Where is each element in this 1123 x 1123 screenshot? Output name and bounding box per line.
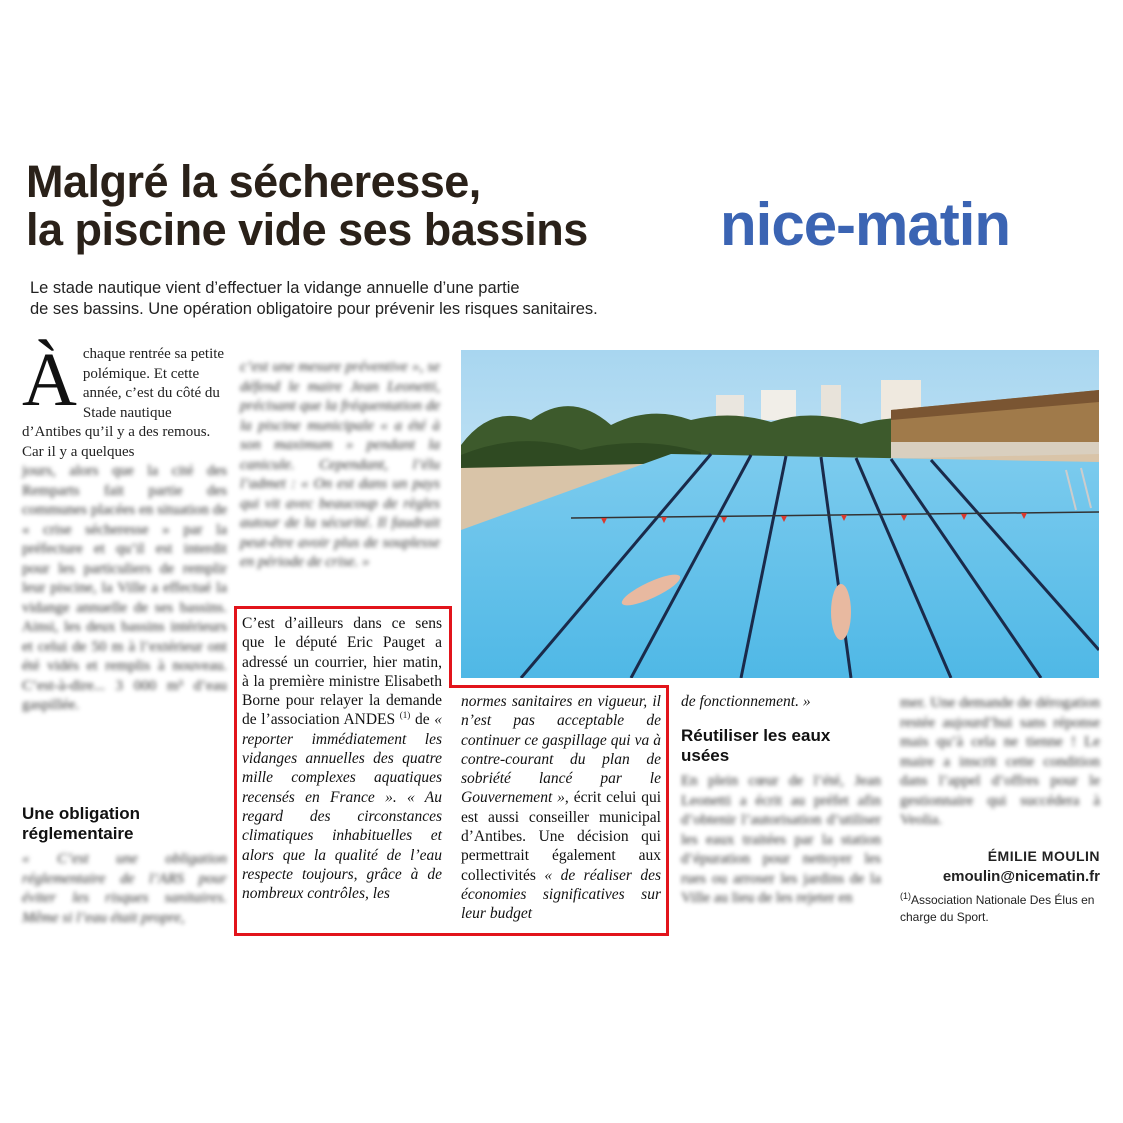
highlight-border-bottom bbox=[234, 933, 669, 936]
column-1 bbox=[22, 338, 227, 716]
building bbox=[821, 385, 841, 420]
column-1-intro: chaque rentrée sa petite polémique. Et cette année, c’est du côté du Stade nautique d’Antibes qu’il y a des remous. Car il y a quelques bbox=[22, 346, 225, 460]
footnote-number: (1) bbox=[900, 891, 911, 901]
building bbox=[761, 390, 796, 420]
footnote-text: Association Nationale Des Élus en charge du Sport. bbox=[900, 893, 1095, 924]
highlight-border-left bbox=[234, 606, 237, 936]
column-1-after-subhead: « C’est une obligation réglementaire de l’ARS pour éviter les risques sanitaires. Même si l’eau était propre, bbox=[22, 851, 227, 926]
publication-logo: nice-matin bbox=[720, 191, 1011, 258]
highlighted-quote-1: « reporter immédiatement les vidanges annuelles des quatre mille complexes aquatiques recensés en France ». bbox=[242, 711, 442, 806]
column-3-quote: normes sanitaires en vigueur, il n’est pas acceptable de continuer ce gaspillage qui va à contre-courant du plan de sobriété lancé par le Gouvernement » bbox=[461, 693, 661, 807]
pool-illustration bbox=[461, 350, 1099, 678]
column-1-body: jours, alors que la cité des Remparts fait partie des communes placées en situation de « crise sécheresse » par la préfecture et qu’il est interdit pour les particuliers de remplir leur piscine, la Ville a effectué la vidange annuelle de ses bassins. Ainsi, les deux bassins intérieurs et celui de 50 m à l’extérieur ont été vidés et remplis à nouveau. C’est-à-dire... 3 000 m³ d’eau gaspillée. bbox=[22, 463, 227, 713]
highlight-border-top-left bbox=[234, 606, 452, 609]
column-4-body: En plein cœur de l’été, Jean Leonetti a écrit au préfet afin d’obtenir l’autorisation d’utiliser les eaux traitées par la station d’épuration pour nettoyer les rues ou arroser les jardins de la Ville au lieu de les rejeter en bbox=[681, 773, 881, 906]
lede-line-1: Le stade nautique vient d’effectuer la vidange annuelle d’une partie bbox=[30, 279, 520, 297]
pool-photo bbox=[461, 350, 1099, 678]
highlighted-text-b: de bbox=[414, 711, 435, 729]
footnote bbox=[900, 892, 1105, 926]
subhead-reutiliser-line-2: usées bbox=[681, 746, 730, 765]
highlight-border-step-vertical bbox=[449, 606, 452, 688]
subhead-obligation bbox=[22, 804, 140, 844]
author-email: emoulin@nicematin.fr bbox=[942, 868, 1100, 885]
subhead-obligation-line-2: réglementaire bbox=[22, 824, 134, 843]
subhead-reutiliser bbox=[681, 726, 830, 766]
column-5-body: mer. Une demande de dérogation restée aujourd’hui sans réponse mais qu’à cela ne tienne ! Le maire a inscrit cette condition dans l’appel d’offres pour le gestionnaire qui succédera à Veolia. bbox=[900, 695, 1100, 828]
column-2-highlighted bbox=[242, 614, 442, 903]
drop-cap: À bbox=[22, 338, 77, 422]
subhead-reutiliser-line-1: Réutiliser les eaux bbox=[681, 726, 831, 745]
footnote-marker: (1) bbox=[399, 710, 411, 721]
column-4-top: de fonctionnement. » bbox=[681, 693, 811, 710]
headline-line-2: la piscine vide ses bassins bbox=[26, 204, 588, 255]
column-2-top: c’est une mesure préventive », se défend le maire Jean Leonetti, précisant que la fréquentation de la piscine municipale « a été à son maximum » pendant la canicule. Cependant, l’élu l’admet : « On est dans un pays qui vit avec beaucoup de règles autour de la sécurité. Il faudrait peut-être avoir plus de souplesse en période de crise. » bbox=[240, 359, 440, 570]
subhead-obligation-line-1: Une obligation bbox=[22, 804, 141, 823]
author-name: ÉMILIE MOULIN bbox=[987, 848, 1100, 864]
highlighted-quote-2: « Au regard des circonstances climatiques inhabituelles et alors que la qualité de l’eau respecte toujours, grâce à de nombreux contrôles, les bbox=[242, 788, 442, 903]
headline bbox=[26, 158, 706, 254]
column-3-highlighted bbox=[461, 692, 661, 924]
column-3-quote-2: « de réaliser des économies significatives sur leur budget bbox=[461, 866, 662, 923]
highlight-border-right bbox=[666, 685, 669, 936]
column-3-text: , écrit celui qui est aussi conseiller municipal d’Antibes. Une décision qui permettrait également aux collectivités bbox=[461, 789, 662, 884]
highlighted-text-a: C’est d’ailleurs dans ce sens que le député Eric Pauget a adressé un courrier, hier matin, à la première ministre Elisabeth Borne pour relayer la demande de l’association ANDES bbox=[242, 615, 442, 729]
headline-line-1: Malgré la sécheresse, bbox=[26, 156, 481, 207]
highlight-border-step-horizontal bbox=[449, 685, 669, 688]
lede bbox=[30, 278, 690, 320]
lede-line-2: de ses bassins. Une opération obligatoire pour prévenir les risques sanitaires. bbox=[30, 300, 598, 318]
swimmer-2 bbox=[831, 584, 851, 640]
